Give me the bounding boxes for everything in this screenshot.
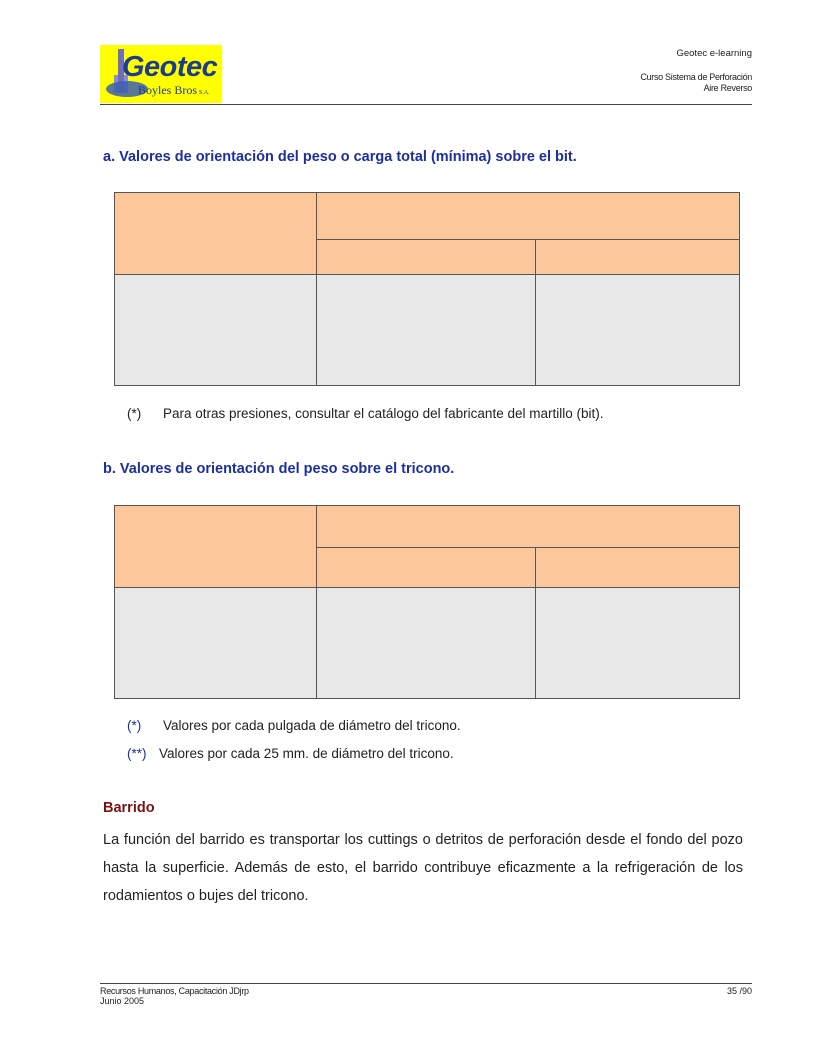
- note-marker: (*): [127, 406, 142, 421]
- geotec-logo: [100, 45, 222, 103]
- section-b-heading: b. Valores de orientación del peso sobre el tricono.: [103, 461, 455, 477]
- table-a-header-left: [114, 192, 317, 275]
- section-a-heading: a. Valores de orientación del peso o carga total (mínima) sobre el bit.: [103, 149, 577, 165]
- logo-name: Geotec: [122, 51, 218, 83]
- table-b-body-2: [316, 587, 536, 699]
- table-b-subheader-2: [535, 547, 740, 588]
- table-a-body-2: [316, 274, 536, 386]
- footer-date: Junio 2005: [100, 996, 145, 1006]
- table-b-body-1: [114, 587, 317, 699]
- page-header: [100, 44, 752, 105]
- header-course: Curso Sistema de Perforación: [640, 72, 752, 82]
- note-marker: (**): [127, 746, 147, 761]
- note-marker: (*): [127, 718, 142, 733]
- note-text: Para otras presiones, consultar el catálogo del fabricante del martillo (bit).: [163, 406, 604, 421]
- section-b-note-1: [127, 718, 461, 733]
- table-a-subheader-1: [316, 239, 536, 275]
- table-a-body-1: [114, 274, 317, 386]
- table-b-subheader-1: [316, 547, 536, 588]
- barrido-paragraph: La función del barrido es transportar los cuttings o detritos de perforación desde el fondo del pozo hasta la superficie. Además de esto, el barrido contribuye eficazmente a la refrigeración de los rodamientos o bujes del tricono.: [103, 832, 743, 904]
- note-text: Valores por cada pulgada de diámetro del tricono.: [163, 718, 461, 733]
- table-a-subheader-2: [535, 239, 740, 275]
- table-b-header-top: [316, 505, 740, 548]
- header-site: Geotec e-learning: [676, 48, 752, 59]
- section-b-note-2: [127, 746, 454, 761]
- section-a-note: [127, 406, 603, 421]
- table-a: [114, 192, 740, 386]
- barrido-heading: Barrido: [103, 800, 155, 816]
- note-text: Valores por cada 25 mm. de diámetro del tricono.: [159, 746, 454, 761]
- table-a-header-top: [316, 192, 740, 240]
- footer-credit: Recursos Humanos, Capacitación JDjrp: [100, 986, 249, 996]
- table-b-body-3: [535, 587, 740, 699]
- page-number: 35 /90: [726, 986, 752, 996]
- table-a-body-3: [535, 274, 740, 386]
- logo-subtitle: Boyles Bros S.A.: [138, 83, 210, 97]
- table-b-header-left: [114, 505, 317, 588]
- header-course-sub: Aire Reverso: [703, 83, 752, 93]
- table-b: [114, 505, 740, 699]
- page-footer: [100, 983, 752, 1006]
- header-course-info: [640, 48, 752, 94]
